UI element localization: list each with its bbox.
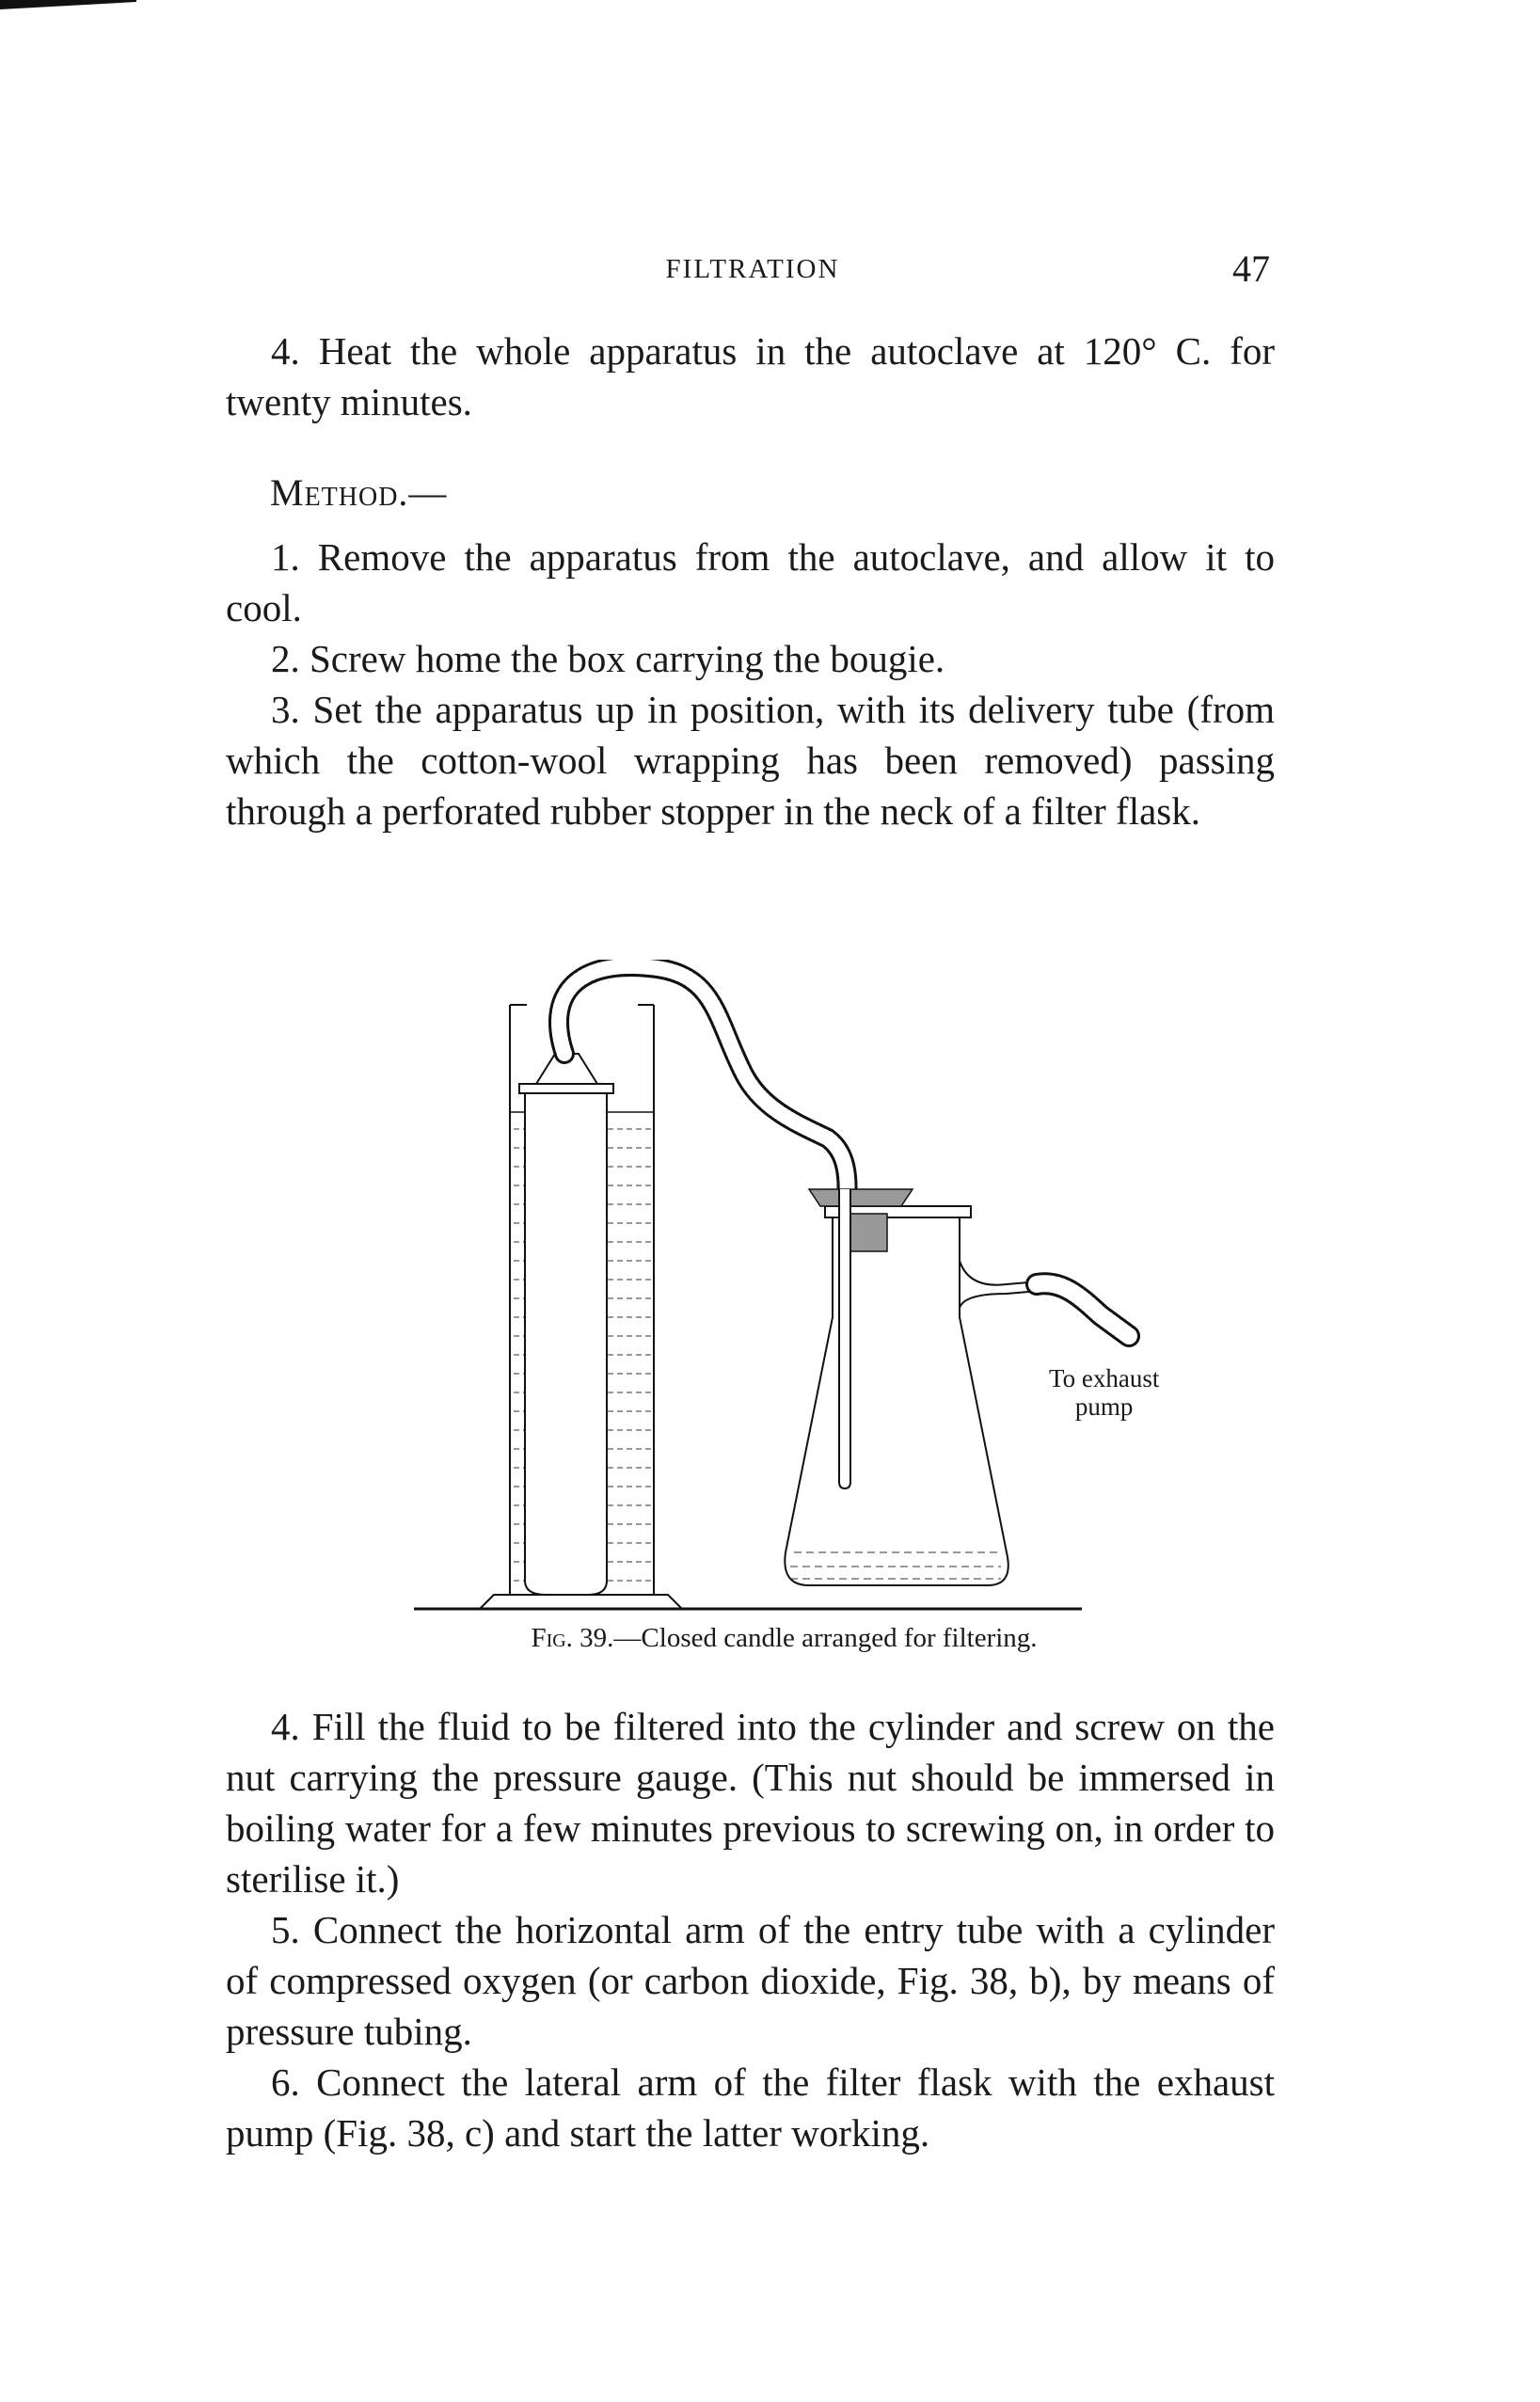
cylinder-foot — [480, 1595, 682, 1609]
page-number: 47 — [1232, 247, 1270, 290]
flask-delivery-tube — [839, 1189, 850, 1488]
running-head: FILTRATION — [665, 254, 840, 284]
exhaust-pump-label-line1: To exhaust — [1049, 1364, 1160, 1392]
method-step-3: 3. Set the apparatus up in position, with its delivery tube (from which the cotton-wool wrapping has been removed) passing through a perforated rubber stopper in the neck of a filter flask. — [226, 688, 1275, 833]
exhaust-pump-label — [1049, 1364, 1159, 1421]
method-heading: Method.— — [270, 471, 448, 514]
prep-step-block — [226, 326, 1275, 427]
page-header — [226, 247, 1279, 294]
figure-caption-text: —Closed candle arranged for filtering. — [613, 1623, 1038, 1653]
method-step-4: 4. Fill the fluid to be filtered into the cylinder and screw on the nut carrying the pressure gauge. (This nut should be immersed in boiling water for a few minutes previous to screwing on, in order to sterilise it.) — [226, 1705, 1275, 1901]
filtration-apparatus-illustration — [405, 960, 1251, 1618]
method-steps-top — [226, 532, 1275, 836]
candle-bougie — [525, 1091, 607, 1595]
scan-edge-mark — [0, 0, 141, 13]
method-step-1: 1. Remove the apparatus from the autoclave, and allow it to cool. — [226, 535, 1275, 629]
prep-step-4: 4. Heat the whole apparatus in the autoclave at 120° C. for twenty minutes. — [226, 329, 1275, 423]
method-step-2: 2. Screw home the box carrying the bougie. — [271, 637, 945, 680]
candle-cap — [519, 1084, 613, 1093]
method-step-5: 5. Connect the horizontal arm of the entry tube with a cylinder of compressed oxygen (or carbon dioxide, Fig. 38, b), by means of pressure tubing. — [226, 1908, 1275, 2053]
exhaust-pump-label-line2: pump — [1074, 1392, 1134, 1421]
figure-caption-prefix: Fig. 39. — [531, 1623, 614, 1653]
flask-fluid — [790, 1552, 1001, 1579]
method-step-6: 6. Connect the lateral arm of the filter flask with the exhaust pump (Fig. 38, c) and start the latter working. — [226, 2060, 1275, 2155]
figure-caption — [0, 1623, 1540, 1654]
figure-39 — [405, 960, 1251, 1618]
method-steps-bottom — [226, 1701, 1275, 2158]
